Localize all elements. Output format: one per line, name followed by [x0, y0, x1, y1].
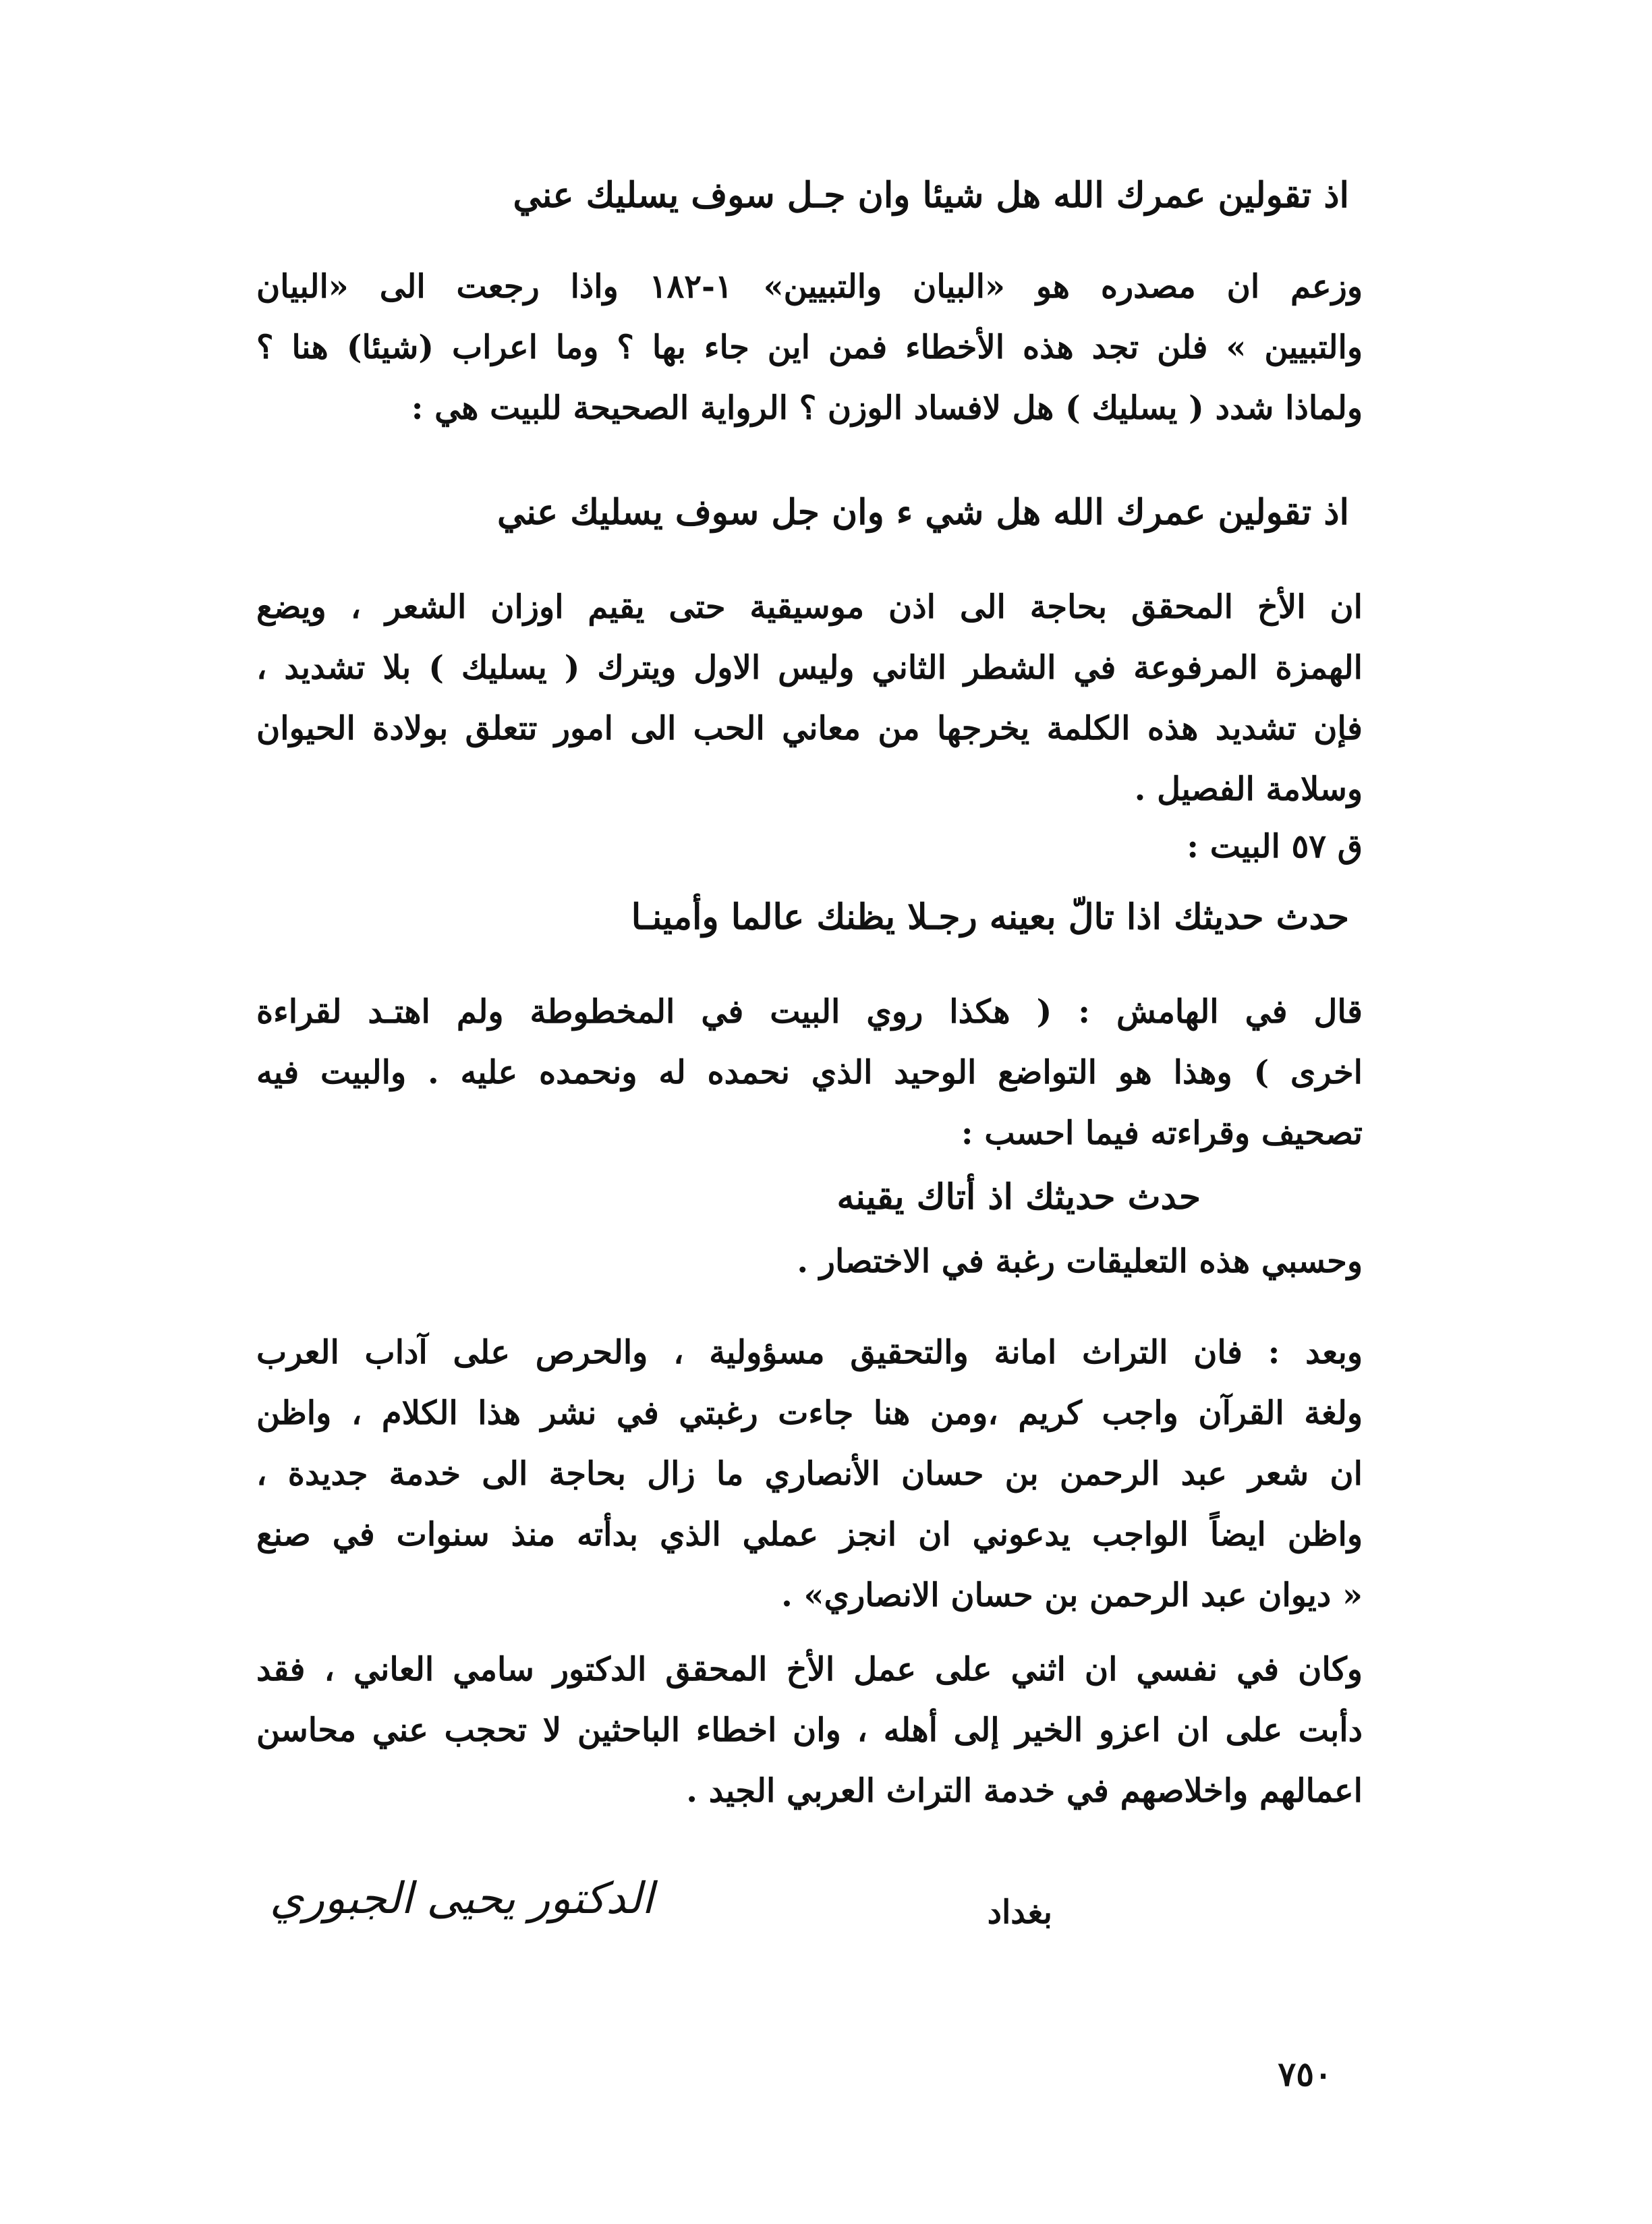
paragraph-2-line-1: ان الأخ المحقق بحاجة الى اذن موسيقية حتى يقيم اوزان الشعر ، ويضع: [256, 588, 1363, 626]
paragraph-1-line-2: والتبيين » فلن تجد هذه الأخطاء فمن اين جاء بها ؟ وما اعراب (شيئا) هنا ؟: [256, 329, 1363, 366]
paragraph-3-line-1: قال في الهامش : ( هكذا روي البيت في المخطوطة ولم اهتـد لقراءة: [256, 993, 1363, 1031]
paragraph-1-line-1: وزعم ان مصدره هو «البيان والتبيين» ١-١٨٢ واذا رجعت الى «البيان: [256, 268, 1363, 306]
verse-line-4: حدث حديثك اذ أتاك يقينه: [836, 1176, 1201, 1218]
paragraph-4-line-1: وبعد : فان التراث امانة والتحقيق مسؤولية ، والحرص على آداب العرب: [256, 1334, 1363, 1371]
document-page: [256, 155, 1363, 2111]
paragraph-4-line-2: ولغة القرآن واجب كريم ،ومن هنا جاءت رغبتي في نشر هذا الكلام ، واظن: [256, 1394, 1363, 1432]
place-name: بغداد: [987, 1893, 1052, 1931]
author-signature: الدكتور يحيى الجبوري: [270, 1874, 654, 1924]
verse-line-1: اذ تقولين عمرك الله هل شيئا وان جـل سوف يسليك عني: [513, 175, 1349, 216]
paragraph-3-line-2: اخرى ) وهذا هو التواضع الوحيد الذي نحمده له ونحمده عليه . والبيت فيه: [256, 1054, 1363, 1091]
paragraph-5-line-1: وكان في نفسي ان اثني على عمل الأخ المحقق الدكتور سامي العاني ، فقد: [256, 1651, 1363, 1688]
paragraph-3-line-3: تصحيف وقراءته فيما احسب :: [961, 1114, 1363, 1152]
paragraph-4-line-3: ان شعر عبد الرحمن بن حسان الأنصاري ما زال بحاجة الى خدمة جديدة ،: [256, 1455, 1363, 1493]
paragraph-2-line-4: وسلامة الفصيل .: [1134, 770, 1363, 808]
verse-line-2: اذ تقولين عمرك الله هل شي ء وان جل سوف يسليك عني: [497, 492, 1349, 533]
reference-line: ق ٥٧ البيت :: [1187, 828, 1363, 865]
page-number: ٧٥٠: [1278, 2054, 1332, 2094]
paragraph-4-line-5: « ديوان عبد الرحمن بن حسان الانصاري» .: [781, 1576, 1363, 1614]
paragraph-2-line-2: الهمزة المرفوعة في الشطر الثاني وليس الاول ويترك ( يسليك ) بلا تشديد ،: [256, 649, 1363, 687]
paragraph-5-line-2: دأبت على ان اعزو الخير إلى أهله ، وان اخطاء الباحثين لا تحجب عني محاسن: [256, 1711, 1363, 1749]
paragraph-5-line-3: اعمالهم واخلاصهم في خدمة التراث العربي الجيد .: [686, 1772, 1363, 1810]
verse-line-3: حدث حديثك اذا تالّ بعينه رجـلا يظنك عالما وأمينـا: [631, 896, 1349, 938]
paragraph-1-line-3: ولماذا شدد ( يسليك ) هل لافساد الوزن ؟ الرواية الصحيحة للبيت هي :: [411, 389, 1363, 427]
paragraph-4-line-4: واظن ايضاً الواجب يدعوني ان انجز عملي الذي بدأته منذ سنوات في صنع: [256, 1516, 1363, 1553]
paragraph-2-line-3: فإن تشديد هذه الكلمة يخرجها من معاني الحب الى امور تتعلق بولادة الحيوان: [256, 710, 1363, 747]
brevity-line: وحسبي هذه التعليقات رغبة في الاختصار .: [797, 1243, 1363, 1280]
